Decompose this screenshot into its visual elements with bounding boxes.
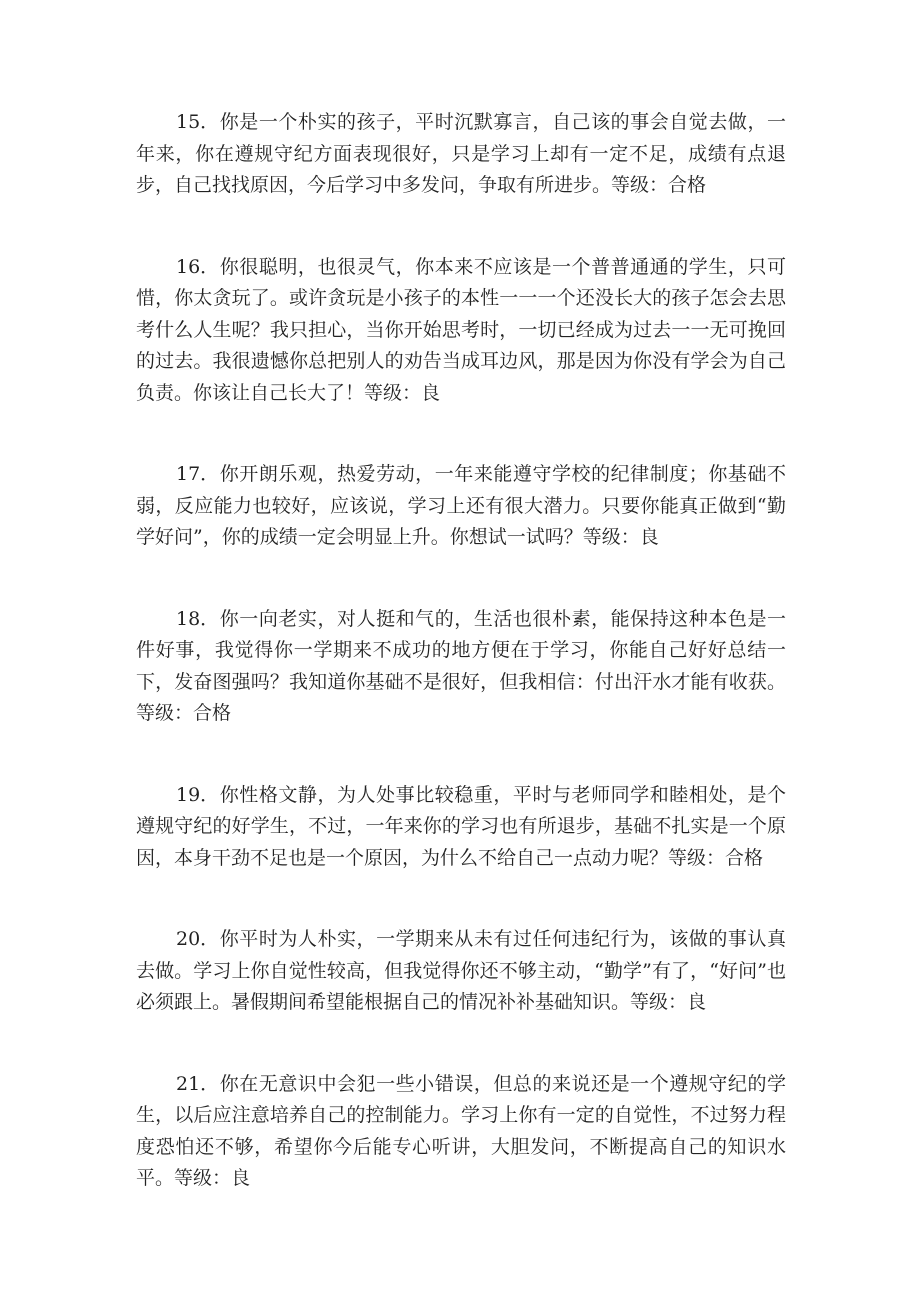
entry-number: 16． xyxy=(176,255,220,278)
entry-number: 17． xyxy=(176,463,220,485)
comment-entry-17 xyxy=(136,459,786,554)
document-page xyxy=(136,107,786,1245)
entry-number: 21． xyxy=(176,1072,220,1095)
comment-entry-19 xyxy=(136,780,786,875)
entry-text: 你在无意识中会犯一些小错误，但总的来说还是一个遵规守纪的学生，以后应注意培养自己的控制能力。学习上你有一定的自觉性，不过努力程度恐怕还不够，希望你今后能专心听讲，大胆发问，不断提高自己的知识水平。等级：良 xyxy=(136,1072,786,1189)
comment-entry-18 xyxy=(136,604,786,730)
entry-text: 你是一个朴实的孩子，平时沉默寡言，自己该的事会自觉去做，一年来，你在遵规守纪方面表现很好，只是学习上却有一定不足，成绩有点退步，自己找找原因，今后学习中多发问，争取有所进步。等级：合格 xyxy=(136,111,786,196)
entry-number: 18． xyxy=(176,607,220,630)
comment-entry-15 xyxy=(136,107,786,202)
entry-text: 你一向老实，对人挺和气的，生活也很朴素，能保持这种本色是一件好事，我觉得你一学期来不成功的地方便在于学习，你能自己好好总结一下，发奋图强吗？我知道你基础不是很好，但我相信：付出汗水才能有收获。等级：合格 xyxy=(136,607,786,724)
entry-number: 15． xyxy=(176,111,220,133)
comment-entry-20 xyxy=(136,924,786,1019)
comment-entry-16 xyxy=(136,252,786,410)
entry-text: 你很聪明，也很灵气，你本来不应该是一个普普通通的学生，只可惜，你太贪玩了。或许贪玩是小孩子的本性一一一个还没长大的孩子怎会去思考什么人生呢？我只担心，当你开始思考时，一切已经成为过去一一无可挽回的过去。我很遗憾你总把别人的劝告当成耳边风，那是因为你没有学会为自己负责。你该让自己长大了！等级：良 xyxy=(136,255,786,404)
entry-text: 你性格文静，为人处事比较稳重，平时与老师同学和睦相处，是个遵规守纪的好学生，不过，一年来你的学习也有所退步，基础不扎实是一个原因，本身干劲不足也是一个原因，为什么不给自己一点动力呢？等级：合格 xyxy=(136,783,786,869)
entry-number: 20． xyxy=(176,928,220,950)
entry-text: 你平时为人朴实，一学期来从未有过任何违纪行为，该做的事认真去做。学习上你自觉性较高，但我觉得你还不够主动，“勤学”有了，“好问”也必须跟上。暑假期间希望能根据自己的情况补补基础知识。等级：良 xyxy=(136,928,786,1013)
entry-number: 19． xyxy=(176,783,220,806)
entry-text: 你开朗乐观，热爱劳动，一年来能遵守学校的纪律制度；你基础不弱，反应能力也较好，应该说，学习上还有很大潜力。只要你能真正做到“勤学好问”，你的成绩一定会明显上升。你想试一试吗？等级：良 xyxy=(136,463,786,548)
comment-entry-21 xyxy=(136,1069,786,1195)
